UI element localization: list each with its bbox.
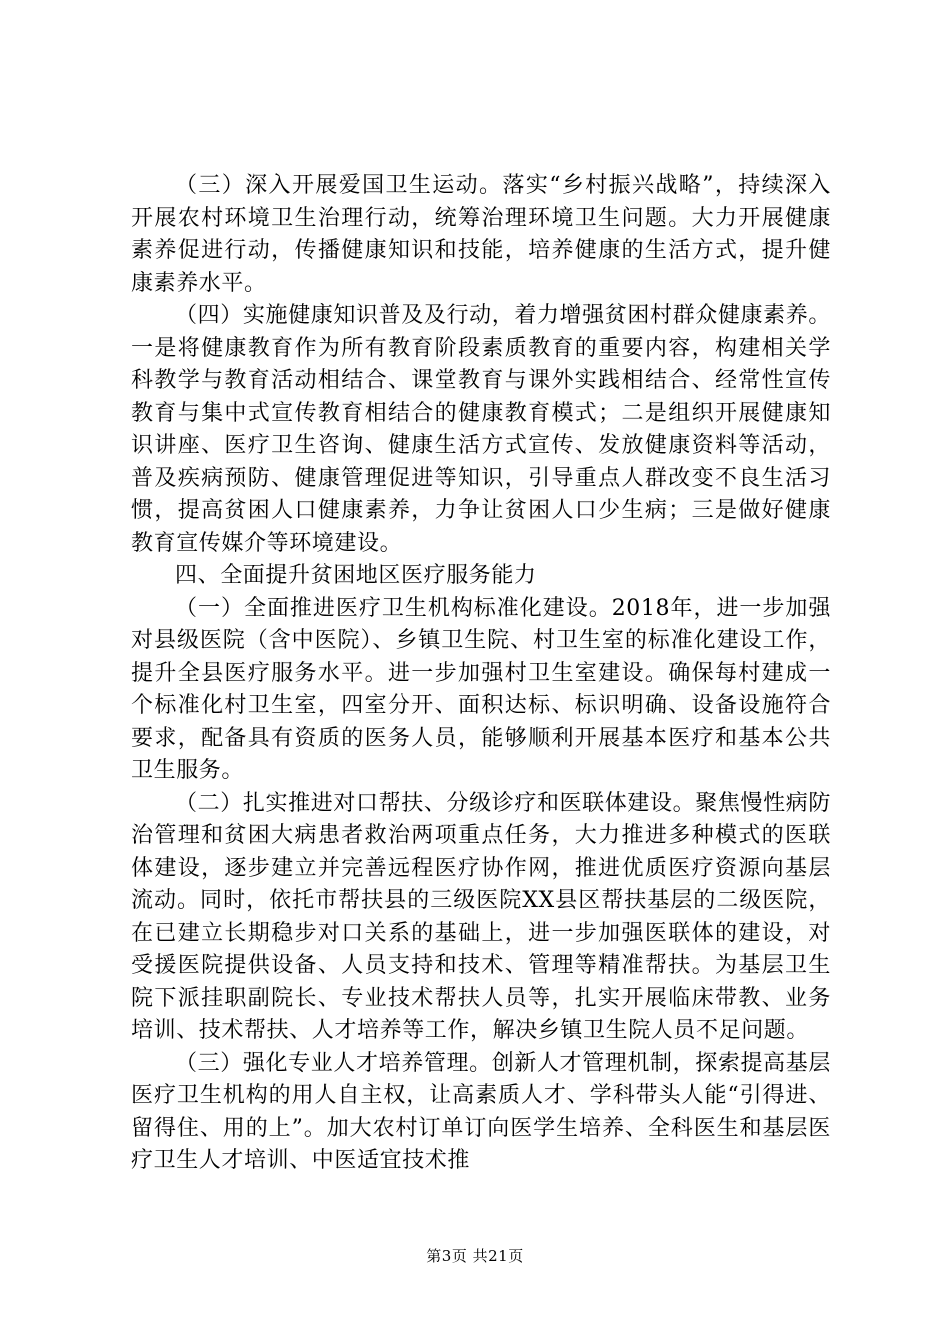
page-number-footer: 第3页 共21页 — [426, 1247, 524, 1265]
section-heading-medical-service: 四、全面提升贫困地区医疗服务能力 — [175, 563, 537, 588]
paragraph-health-campaign: （三）深入开展爱国卫生运动。落实“乡村振兴战略”，持续深入开展农村环境卫生治理行动，统筹治理环境卫生问题。大力开展健康素养促进行动，传播健康知识和技能，培养健康的生活方式，提升健康素养水平。 — [131, 173, 831, 296]
paragraph-medical-alliance: （二）扎实推进对口帮扶、分级诊疗和医联体建设。聚焦慢性病防治管理和贫困大病患者救治两项重点任务，大力推进多种模式的医联体建设，逐步建立并完善远程医疗协作网，推进优质医疗资源向基层流动。同时，依托市帮扶县的三级医院XX县区帮扶基层的二级医院，在已建立长期稳步对口关系的基础上，进一步加强医联体的建设，对受援医院提供设备、人员支持和技术、管理等精准帮扶。为基层卫生院下派挂职副院长、专业技术帮扶人员等，扎实开展临床带教、业务培训、技术帮扶、人才培养等工作，解决乡镇卫生院人员不足问题。 — [131, 790, 831, 1043]
document-body — [131, 170, 831, 1178]
paragraph-health-knowledge: （四）实施健康知识普及及行动，着力增强贫困村群众健康素养。一是将健康教育作为所有教育阶段素质教育的重要内容，构建相关学科教学与教育活动相结合、课堂教育与课外实践相结合、经常性宣传教育与集中式宣传教育相结合的健康教育模式；二是组织开展健康知识讲座、医疗卫生咨询、健康生活方式宣传、发放健康资料等活动，普及疾病预防、健康管理促进等知识，引导重点人群改变不良生活习惯，提高贫困人口健康素养，力争让贫困人口少生病；三是做好健康教育宣传媒介等环境建设。 — [131, 303, 831, 556]
paragraph-standardization: （一）全面推进医疗卫生机构标准化建设。2018年，进一步加强对县级医院（含中医院）、乡镇卫生院、村卫生室的标准化建设工作，提升全县医疗服务水平。进一步加强村卫生室建设。确保每村建成一个标准化村卫生室，四室分开、面积达标、标识明确、设备设施符合要求，配备具有资质的医务人员，能够顺利开展基本医疗和基本公共卫生服务。 — [131, 595, 831, 783]
paragraph-talent-training: （三）强化专业人才培养管理。创新人才管理机制，探索提高基层医疗卫生机构的用人自主权，让高素质人才、学科带头人能“引得进、留得住、用的上”。加大农村订单订向医学生培养、全科医生和基层医疗卫生人才培训、中医适宜技术推 — [131, 1050, 831, 1173]
